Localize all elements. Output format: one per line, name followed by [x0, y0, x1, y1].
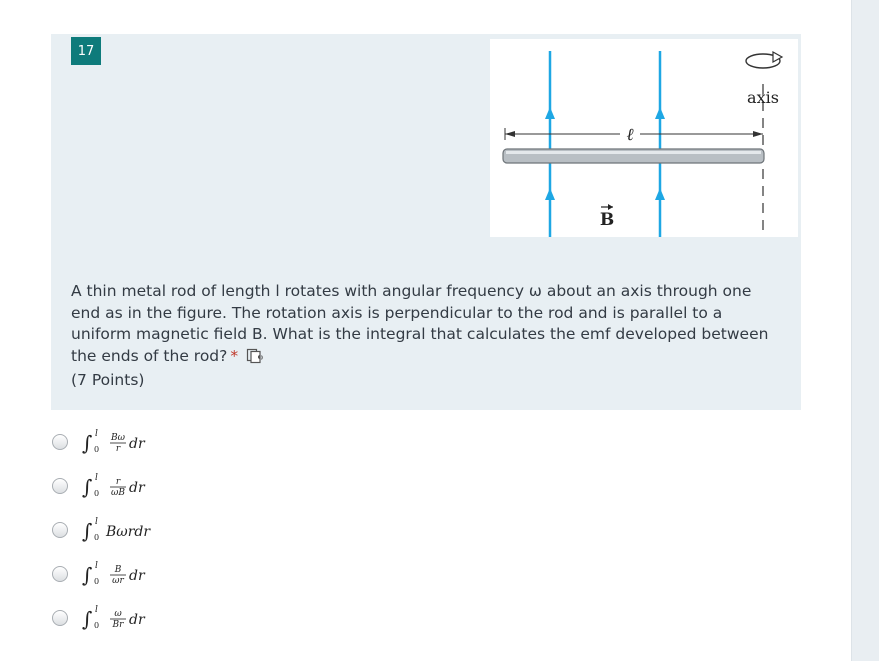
option-4[interactable] — [52, 554, 352, 594]
radio-button[interactable] — [52, 566, 68, 582]
svg-text:ω: ω — [114, 609, 122, 619]
svg-text:∫: ∫ — [82, 431, 93, 455]
svg-text:∫: ∫ — [82, 519, 93, 543]
field-arrow-lower-left — [545, 188, 555, 200]
svg-text:0: 0 — [94, 533, 100, 542]
svg-text:l: l — [95, 517, 98, 527]
svg-text:r: r — [115, 444, 121, 454]
right-gutter — [851, 0, 879, 661]
required-mark: * — [230, 346, 239, 365]
option-2[interactable] — [52, 466, 352, 506]
question-card — [51, 34, 801, 410]
field-arrow-upper-right — [655, 107, 665, 119]
svg-text:Bω: Bω — [111, 433, 125, 443]
svg-text:0: 0 — [94, 445, 100, 454]
svg-text:l: l — [95, 561, 98, 571]
option-5[interactable] — [52, 598, 352, 638]
immersive-reader-icon[interactable] — [246, 348, 264, 371]
option-formula — [80, 466, 170, 506]
svg-text:0: 0 — [94, 489, 100, 498]
radio-button[interactable] — [52, 522, 68, 538]
option-3[interactable] — [52, 510, 352, 550]
radio-button[interactable] — [52, 478, 68, 494]
svg-text:l: l — [95, 473, 98, 483]
svg-text:ωr: ωr — [112, 576, 124, 586]
svg-text:l: l — [95, 429, 98, 439]
option-formula — [80, 554, 170, 594]
svg-text:l: l — [95, 605, 98, 615]
field-label: B — [599, 210, 615, 230]
svg-text:Bωrdr: Bωrdr — [106, 524, 151, 540]
svg-text:B: B — [114, 565, 122, 575]
svg-text:dr: dr — [129, 480, 145, 496]
svg-text:∫: ∫ — [82, 475, 93, 499]
option-formula — [80, 510, 190, 550]
svg-text:dr: dr — [129, 436, 145, 452]
svg-text:r: r — [115, 477, 121, 487]
radio-button[interactable] — [52, 434, 68, 450]
points-label: (7 Points) — [71, 371, 145, 389]
svg-text:dr: dr — [129, 568, 145, 584]
svg-text:ωB: ωB — [111, 488, 125, 498]
option-1[interactable] — [52, 422, 352, 462]
length-label: ℓ — [626, 125, 634, 145]
question-number: 17 — [71, 37, 101, 65]
question-text-block — [71, 281, 771, 392]
radio-button[interactable] — [52, 610, 68, 626]
svg-text:0: 0 — [94, 621, 100, 630]
svg-text:Br: Br — [112, 620, 124, 630]
svg-text:∫: ∫ — [82, 563, 93, 587]
option-formula — [80, 598, 170, 638]
svg-text:0: 0 — [94, 577, 100, 586]
axis-label: axis — [747, 88, 779, 107]
svg-text:dr: dr — [129, 612, 145, 628]
rotating-rod-diagram — [490, 39, 798, 237]
svg-text:∫: ∫ — [82, 607, 93, 631]
option-formula — [80, 422, 170, 462]
field-arrow-lower-right — [655, 188, 665, 200]
field-arrow-upper-left — [545, 107, 555, 119]
question-text: A thin metal rod of length l rotates with angular frequency ω about an axis through one end as in the figure. The rotation axis is perpendicular to the rod and is parallel to a uniform magnetic field B. What is the integral that calculates the emf developed between the ends of the rod? — [71, 282, 769, 365]
question-figure — [490, 39, 798, 237]
